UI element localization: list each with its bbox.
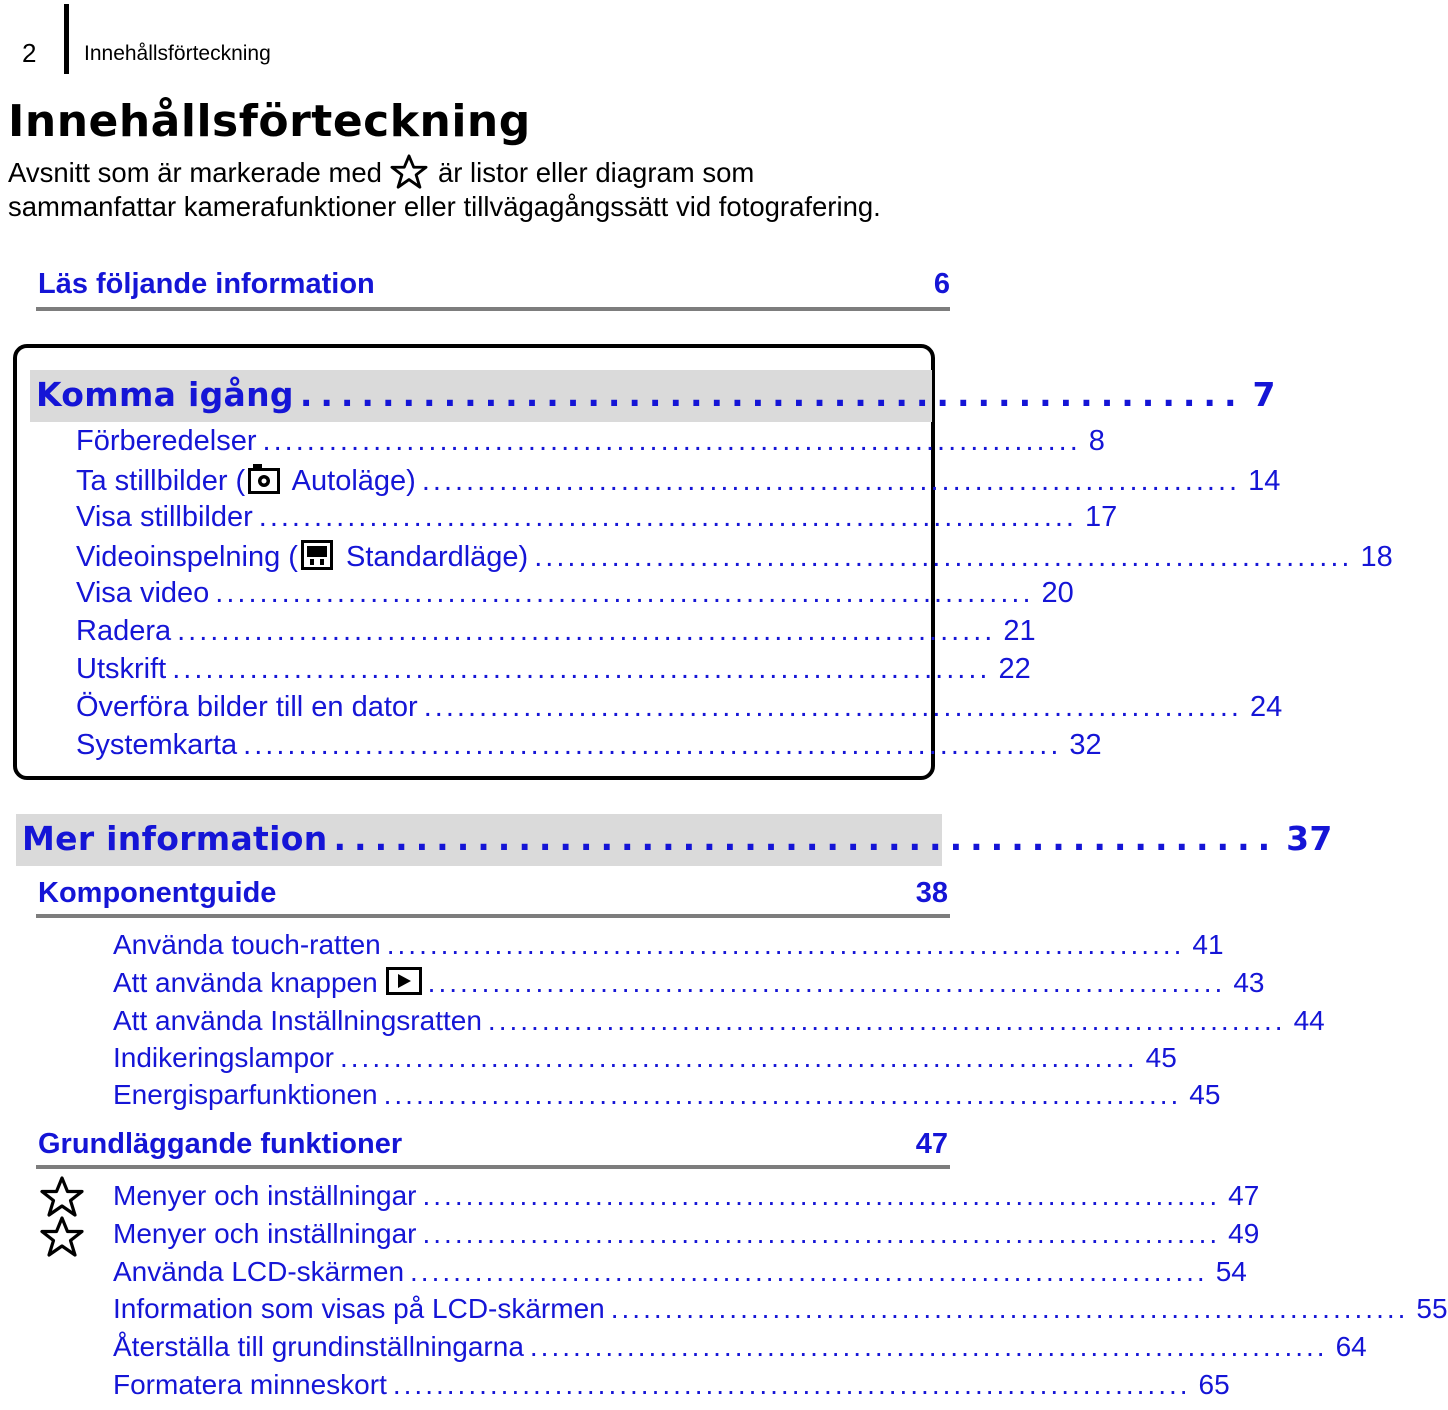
toc-item-label: Överföra bilder till en dator [76, 691, 418, 723]
toc-item-page: 64 [1335, 1331, 1367, 1362]
toc-item-label: Utskrift [76, 653, 167, 685]
intro-text [8, 154, 958, 224]
toc-leader: .......................................................................... [386, 929, 1185, 960]
page-number: 2 [22, 38, 37, 68]
toc-item-page: 54 [1215, 1256, 1247, 1287]
toc-leader: .......................................................................... [427, 967, 1226, 998]
section-rule [36, 914, 950, 918]
toc-item-page: 44 [1293, 1005, 1325, 1036]
toc-item[interactable] [113, 1256, 1247, 1288]
intro-text-start: Avsnitt som är markerade med [8, 157, 382, 188]
toc-item[interactable] [76, 539, 1393, 574]
movie-mode-icon [300, 539, 334, 571]
toc-item-page: 55 [1416, 1293, 1448, 1324]
toc-leader: .......................................................................... [383, 1079, 1182, 1110]
toc-item-page: 20 [1041, 577, 1074, 609]
toc-leader: .............................................. [299, 375, 1245, 414]
toc-components-page: 38 [915, 877, 948, 909]
toc-item-label: Visa video [76, 577, 210, 609]
toc-item-label: Menyer och inställningar [113, 1180, 417, 1211]
toc-item[interactable] [76, 729, 1102, 762]
toc-item-label-end: Standardläge) [337, 541, 529, 573]
toc-item[interactable] [113, 1079, 1221, 1111]
toc-item-label: Menyer och inställningar [113, 1218, 417, 1249]
toc-basics-label: Grundläggande funktioner [38, 1128, 403, 1160]
toc-item-page: 43 [1233, 967, 1265, 998]
toc-item-label: Information som visas på LCD-skärmen [113, 1293, 605, 1324]
toc-item-label: Formatera minneskort [113, 1369, 387, 1400]
toc-item-label: Använda touch-ratten [113, 929, 381, 960]
star-icon [390, 154, 428, 190]
toc-item-page: 65 [1198, 1369, 1230, 1400]
toc-leader: .......................................................................... [258, 501, 1077, 533]
toc-item[interactable] [113, 1293, 1448, 1325]
section-rule [36, 1165, 950, 1169]
toc-leader: .............................................. [333, 819, 1279, 858]
toc-read-first[interactable] [38, 268, 950, 301]
toc-components[interactable] [38, 877, 948, 910]
toc-item-label-text: Att använda knappen [113, 967, 378, 998]
toc-item[interactable] [76, 615, 1036, 648]
toc-item-page: 14 [1248, 465, 1281, 497]
toc-getting-started-label: Komma igång [36, 375, 294, 414]
toc-item[interactable] [113, 1369, 1230, 1401]
toc-item[interactable] [113, 1218, 1260, 1250]
toc-leader: .......................................................................... [422, 1180, 1221, 1211]
toc-item-page: 45 [1189, 1079, 1221, 1110]
toc-item-label: Förberedelser [76, 425, 257, 457]
toc-item-page: 18 [1360, 541, 1393, 573]
intro-text-end: är listor eller diagram som [437, 157, 755, 188]
toc-item[interactable] [76, 501, 1118, 534]
star-icon [40, 1216, 84, 1258]
star-icon [40, 1176, 84, 1218]
toc-item-label [76, 539, 528, 574]
toc-leader: .......................................................................... [410, 1256, 1208, 1287]
toc-item-page: 47 [1228, 1180, 1260, 1211]
toc-item[interactable] [113, 1180, 1260, 1212]
toc-leader: .......................................................................... [215, 577, 1034, 609]
toc-item-page: 32 [1069, 729, 1102, 761]
toc-item-page: 49 [1228, 1218, 1260, 1249]
toc-item-label-start: Videoinspelning ( [76, 541, 298, 573]
toc-leader: .......................................................................... [177, 615, 996, 647]
toc-item-page: 22 [998, 653, 1031, 685]
section-rule [36, 307, 950, 311]
toc-leader: .......................................................................... [422, 1218, 1221, 1249]
toc-more-info[interactable] [22, 819, 1333, 858]
toc-getting-started[interactable] [36, 375, 1276, 414]
toc-basics-page: 47 [915, 1128, 948, 1160]
toc-item[interactable] [113, 967, 1265, 999]
toc-leader: .......................................................................... [529, 1331, 1328, 1362]
toc-item-page: 45 [1145, 1042, 1177, 1073]
toc-item-page: 41 [1192, 929, 1224, 960]
toc-more-info-page: 37 [1286, 819, 1333, 858]
toc-item-page: 17 [1085, 501, 1118, 533]
toc-read-first-label: Läs följande information [38, 268, 375, 300]
toc-leader: .......................................................................... [487, 1005, 1286, 1036]
toc-item-label [113, 967, 422, 999]
toc-item[interactable] [113, 1331, 1367, 1363]
page-title: Innehållsförteckning [8, 96, 531, 147]
toc-item[interactable] [76, 577, 1074, 610]
toc-item[interactable] [113, 929, 1224, 961]
toc-item[interactable] [76, 691, 1283, 724]
toc-item[interactable] [76, 653, 1031, 686]
toc-item-label: Indikeringslampor [113, 1042, 334, 1073]
toc-item-label: Radera [76, 615, 172, 647]
toc-item[interactable] [76, 425, 1105, 458]
toc-leader: .......................................................................... [421, 465, 1241, 497]
toc-item-label: Systemkarta [76, 729, 238, 761]
toc-item-label: Energisparfunktionen [113, 1079, 378, 1110]
toc-item-label: Visa stillbilder [76, 501, 253, 533]
toc-item-page: 24 [1249, 691, 1283, 723]
playback-icon [386, 967, 422, 995]
toc-item[interactable] [113, 1042, 1177, 1074]
toc-item[interactable] [113, 1005, 1325, 1037]
toc-leader: .......................................................................... [172, 653, 991, 685]
auto-mode-camera-icon [247, 463, 281, 495]
toc-getting-started-page: 7 [1252, 375, 1276, 414]
toc-item-label: Använda LCD-skärmen [113, 1256, 405, 1287]
toc-item-label-start: Ta stillbilder ( [76, 465, 246, 497]
toc-components-label: Komponentguide [38, 877, 277, 909]
toc-leader: .......................................................................... [392, 1369, 1191, 1400]
toc-basics[interactable] [38, 1128, 948, 1161]
toc-item-page: 21 [1003, 615, 1036, 647]
toc-item-page: 8 [1088, 425, 1105, 457]
toc-leader: .......................................................................... [610, 1293, 1409, 1324]
toc-item-label: Att använda Inställningsratten [113, 1005, 482, 1036]
toc-item-label-end: Autoläge) [285, 465, 416, 497]
toc-leader: .......................................................................... [534, 541, 1353, 573]
toc-more-info-label: Mer information [22, 819, 328, 858]
header-divider [64, 4, 69, 74]
toc-item[interactable] [76, 463, 1281, 498]
toc-item-label: Återställa till grundinställningarna [113, 1331, 524, 1362]
header-section-title: Innehållsförteckning [84, 42, 271, 65]
toc-leader: .......................................................................... [262, 425, 1081, 457]
toc-leader: .......................................................................... [423, 691, 1242, 723]
intro-text-line2: sammanfattar kamerafunktioner eller tillvägagångssätt vid fotografering. [8, 191, 881, 222]
toc-read-first-page: 6 [933, 268, 950, 300]
toc-leader: .......................................................................... [340, 1042, 1138, 1073]
toc-leader: .......................................................................... [243, 729, 1062, 761]
toc-item-label [76, 463, 416, 498]
